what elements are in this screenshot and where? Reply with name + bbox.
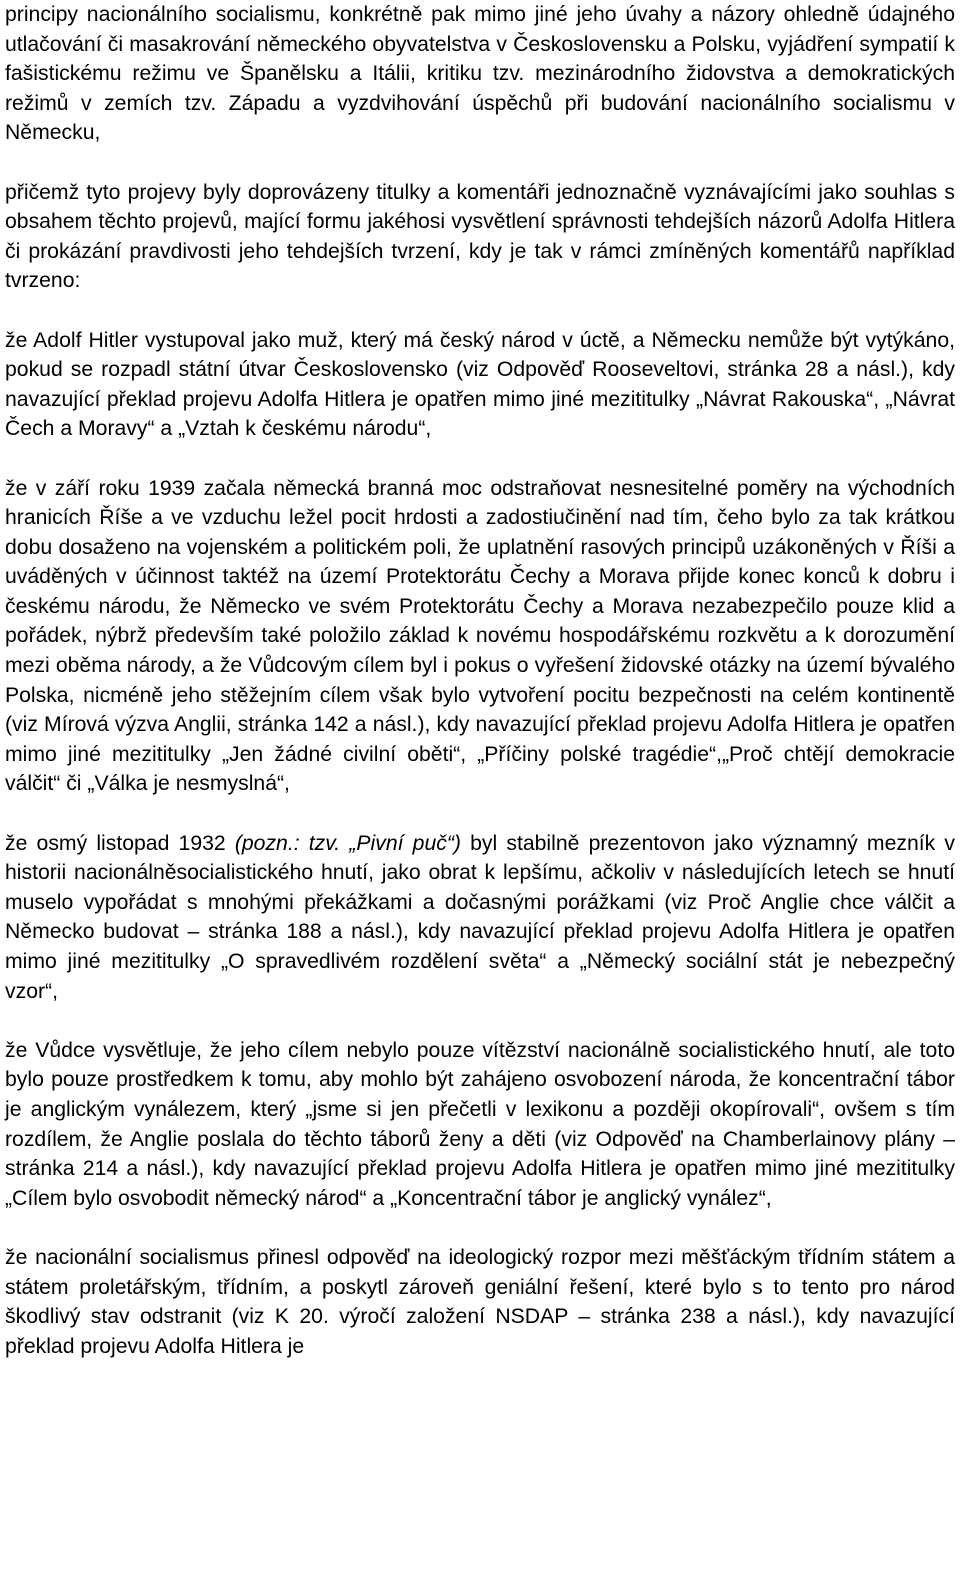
paragraph-november-1932-start: že osmý listopad 1932 [5,831,235,855]
paragraph-november-1932 [5,829,955,1007]
paragraph-november-1932-end: byl stabilně prezentovon jako významný mezník v historii nacionálněsocialistického hnutí, jako obrat k lepšímu, ačkoliv v následujících letech se hnutí muselo vypořádat s mnohými překážkami a dočasnými porážkami (viz Proč Anglie chce válčit a Německo budovat – stránka 188 a násl.), kdy navazující překlad projevu Adolfa Hitlera je opatřen mimo jiné mezititulky „O spravedlivém rozdělení světa“ a „Německý sociální stát je nebezpečný vzor“, [5,831,955,1003]
paragraph-gap [5,1006,955,1036]
paragraph-roosevelt: že Adolf Hitler vystupoval jako muž, který má český národ v úctě, a Německu nemůže být vytýkáno, pokud se rozpadl státní útvar Československo (viz Odpověď Rooseveltovi, stránka 28 a násl.), kdy navazující překlad projevu Adolfa Hitlera je opatřen mimo jiné mezititulky „Návrat Rakouska“, „Návrat Čech a Moravy“ a „Vztah k českému národu“, [5,328,955,441]
paragraph-gap [5,444,955,474]
paragraph-intro: principy nacionálního socialismu, konkrétně pak mimo jiné jeho úvahy a názory ohledně údajného utlačování či masakrování německého obyvatelstva v Československu a Polsku, vyjádření sympatií k fašistickému režimu ve Španělsku a Itálii, kritiku tzv. mezinárodního židovstva a demokratických režimů v zemích tzv. Západu a vyzdvihování úspěchů při budování nacionálního socialismu v Německu, [5,3,955,145]
paragraph-commentary: přičemž tyto projevy byly doprovázeny titulky a komentáři jednoznačně vyznávajícími jako souhlas s obsahem těchto projevů, mající formu jakéhosi vysvětlení správnosti tehdejších názorů Adolfa Hitlera či prokázání pravdivosti jeho tehdejších tvrzení, kdy je tak v rámci zmíněných komentářů například tvrzeno: [5,180,955,293]
paragraph-gap [5,1213,955,1243]
document-page [5,0,955,1361]
paragraph-gap [5,296,955,326]
paragraph-nsdap-anniversary: že nacionální socialismus přinesl odpověď na ideologický rozpor mezi měšťáckým třídním státem a státem proletářským, třídním, a poskytl zároveň geniální řešení, které bylo s to tento pro národ škodlivý stav odstranit (viz K 20. výročí založení NSDAP – stránka 238 a násl.), kdy navazující překlad projevu Adolfa Hitlera je [5,1245,955,1358]
paragraph-concentration-camp: že Vůdce vysvětluje, že jeho cílem nebylo pouze vítězství nacionálně socialistického hnutí, ale toto bylo pouze prostředkem k tomu, aby mohlo být zahájeno osvobození národa, že koncentrační tábor je anglickým vynálezem, který „jsme si jen přečetli v lexikonu a později okopírovali“, ovšem s tím rozdílem, že Anglie poslala do těchto táborů ženy a děti (viz Odpověď na Chamberlainovy plány – stránka 214 a násl.), kdy navazující překlad projevu Adolfa Hitlera je opatřen mimo jiné mezititulky „Cílem bylo osvobodit německý národ“ a „Koncentrační tábor je anglický vynález“, [5,1038,955,1210]
paragraph-gap [5,148,955,178]
paragraph-september-1939: že v září roku 1939 začala německá branná moc odstraňovat nesnesitelné poměry na východních hranicích Říše a ve vzduchu ležel pocit hrdosti a zadostiučinění nad tím, čeho bylo za tak krátkou dobu dosaženo na vojenském a politickém poli, že uplatnění rasových principů uzákoněných v Říši a uváděných v účinnost taktéž na území Protektorátu Čechy a Morava přijde konec konců k dobru i českému národu, že Německo ve svém Protektorátu Čechy a Morava nezabezpečilo pouze klid a pořádek, nýbrž především také položilo základ k novému hospodářskému rozkvětu a k dorozumění mezi oběma národy, a že Vůdcovým cílem byl i pokus o vyřešení židovské otázky na území bývalého Polska, nicméně jeho stěžejním cílem však bylo vytvoření pocitu bezpečnosti na celém kontinentě (viz Mírová výzva Anglii, stránka 142 a násl.), kdy navazující překlad projevu Adolfa Hitlera je opatřen mimo jiné mezititulky „Jen žádné civilní oběti“, „Příčiny polské tragédie“,„Proč chtějí demokracie válčit“ či „Válka je nesmyslná“, [5,476,955,796]
italic-note: (pozn.: tzv. „Pivní puč“) [234,831,461,855]
paragraph-gap [5,799,955,829]
